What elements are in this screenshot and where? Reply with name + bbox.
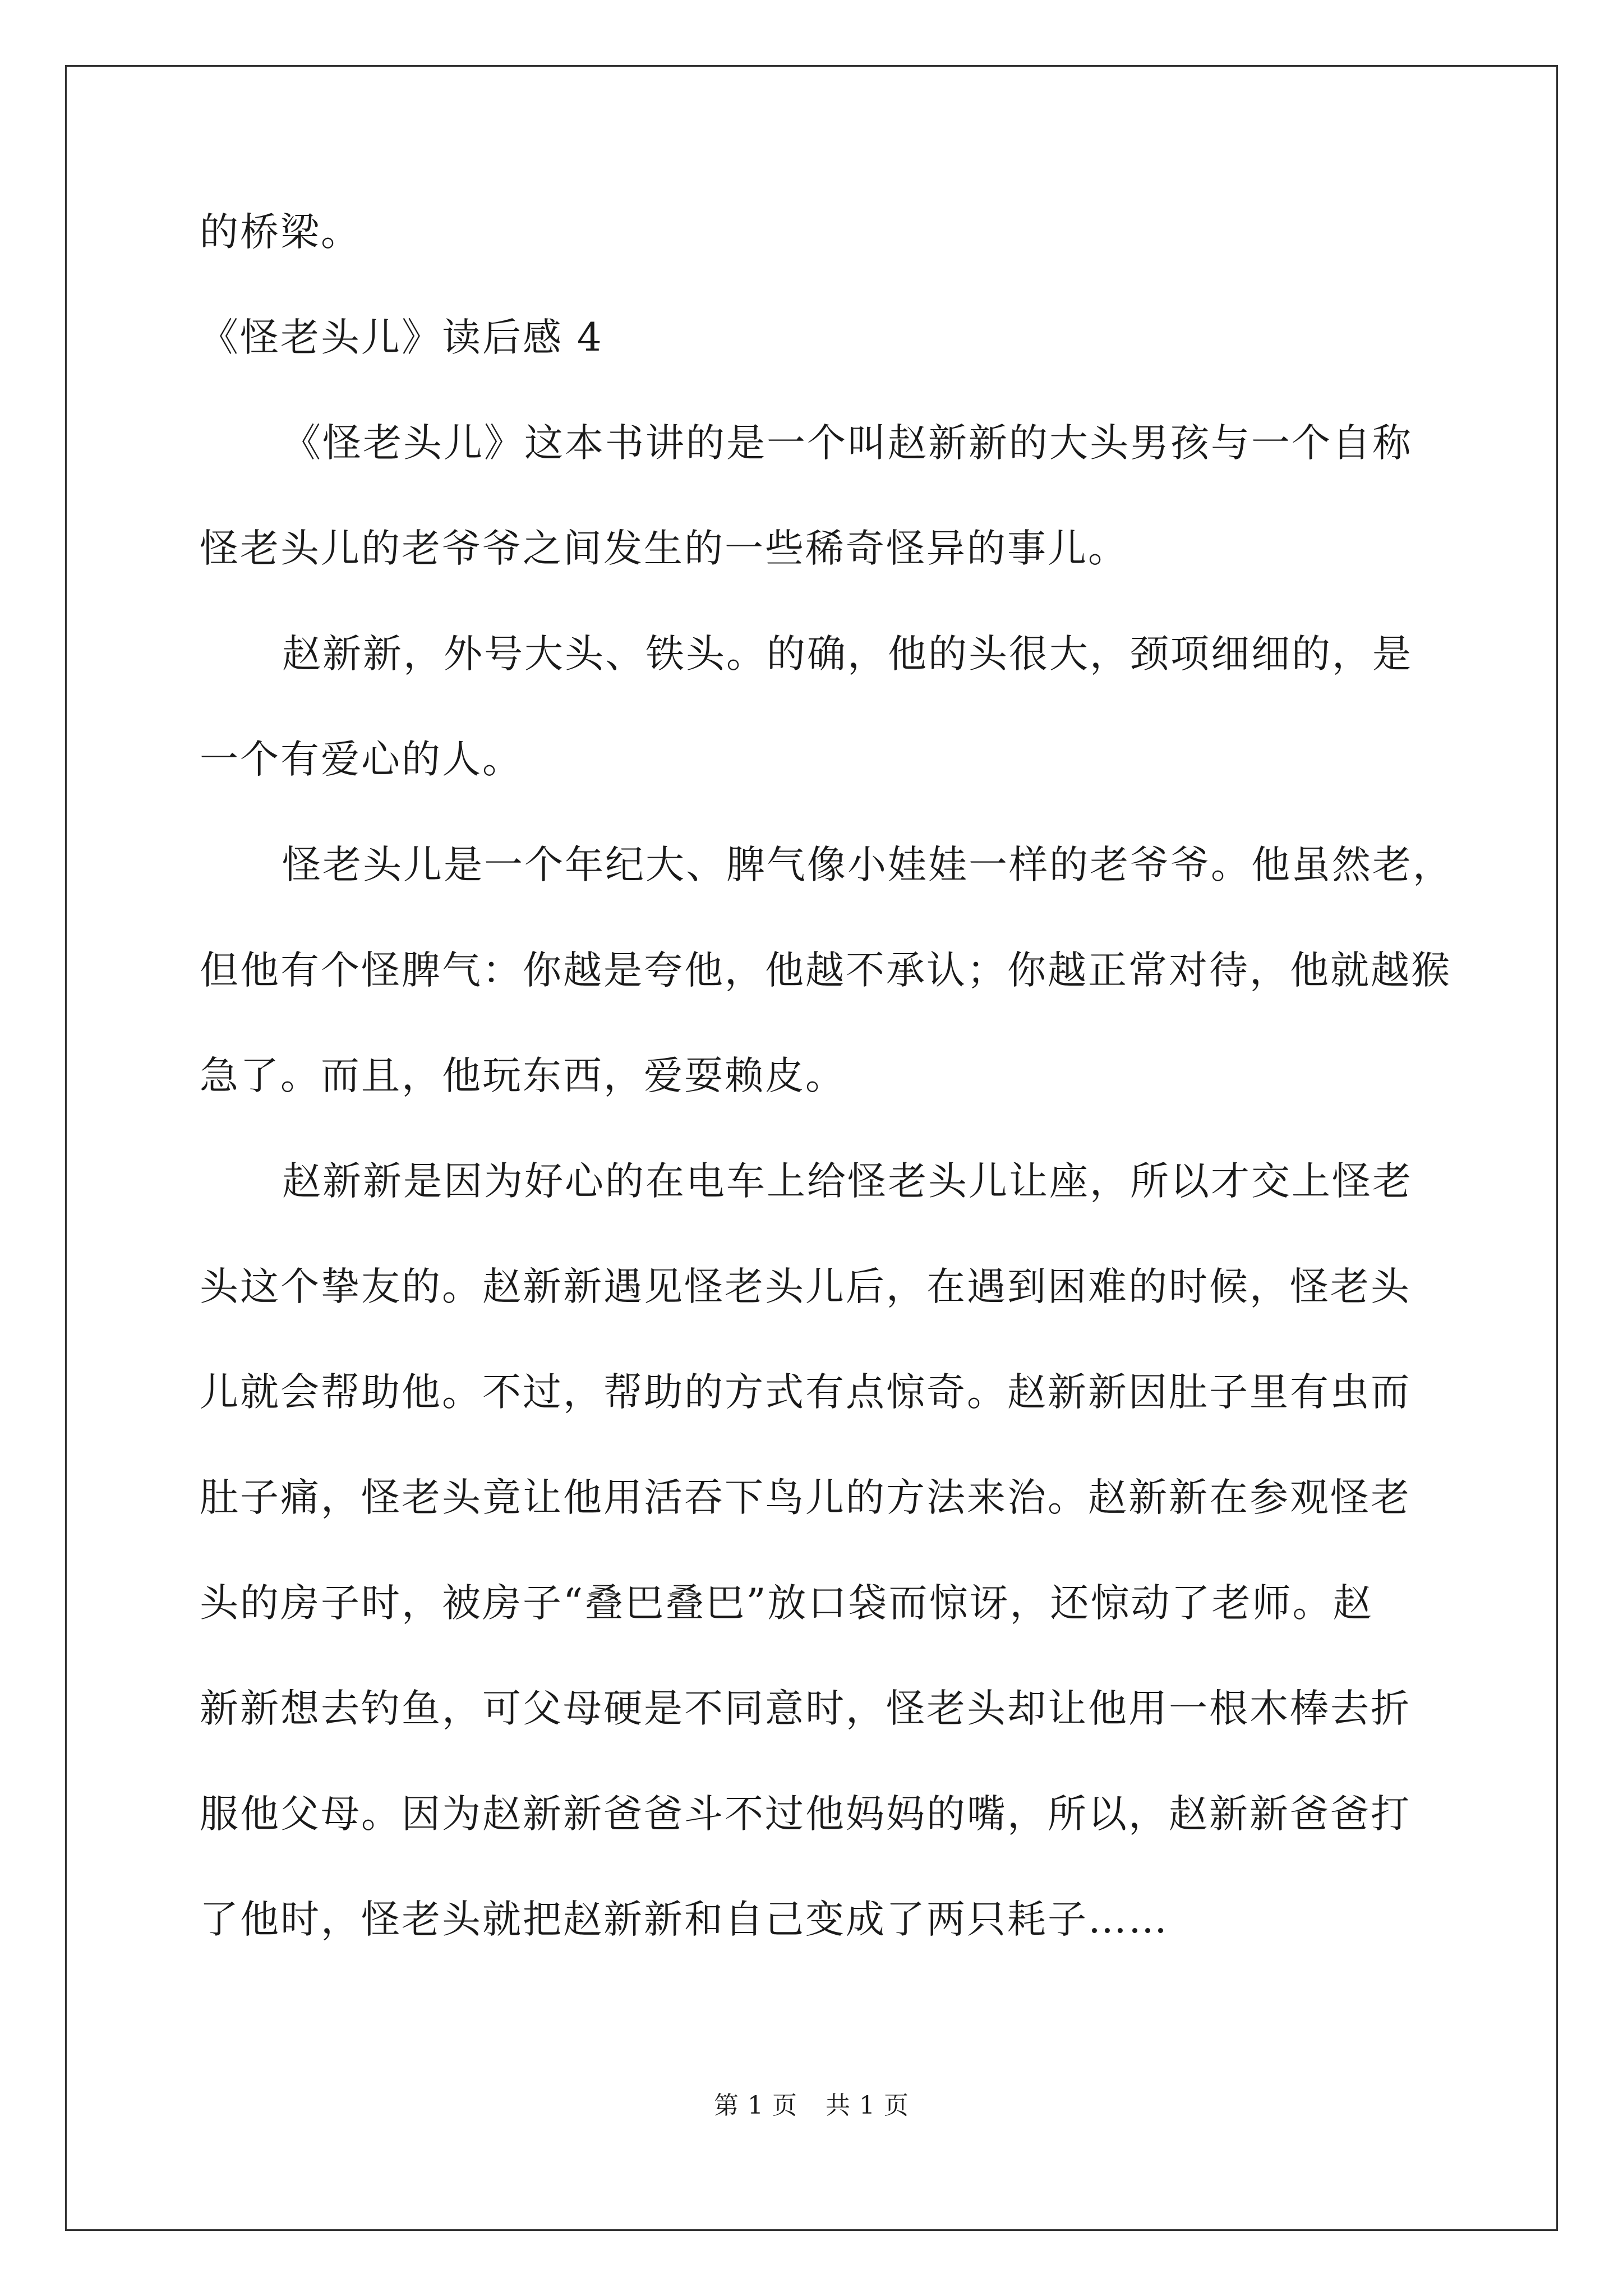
paragraph-line: 赵新新，外号大头、铁头。的确，他的头很大，颈项细细的，是: [282, 632, 1413, 677]
paragraph-line: 服他父母。因为赵新新爸爸斗不过他妈妈的嘴，所以，赵新新爸爸打: [200, 1792, 1411, 1837]
paragraph-line: 头的房子时，被房子“叠巴叠巴”放口袋而惊讶，还惊动了老师。赵: [200, 1581, 1373, 1626]
page-footer: [0, 2093, 1623, 2118]
paragraph-line: 一个有爱心的人。: [200, 737, 523, 782]
body-line: 的桥梁。: [200, 210, 361, 255]
paragraph-line: 头这个挚友的。赵新新遇见怪老头儿后，在遇到困难的时候，怪老头: [200, 1264, 1411, 1309]
section-heading: 《怪老头儿》读后感 4: [200, 315, 603, 360]
paragraph-line: 《怪老头儿》这本书讲的是一个叫赵新新的大头男孩与一个自称: [282, 421, 1413, 466]
paragraph-line: 肚子痛，怪老头竟让他用活吞下鸟儿的方法来治。赵新新在参观怪老: [200, 1475, 1411, 1520]
document-body: [200, 210, 1453, 1942]
paragraph-line: 新新想去钓鱼，可父母硬是不同意时，怪老头却让他用一根木棒去折: [200, 1686, 1411, 1731]
paragraph-line: 但他有个怪脾气：你越是夸他，他越不承认；你越正常对待，他就越猴: [200, 948, 1451, 993]
page-total: 共 1 页: [826, 2091, 909, 2120]
paragraph-line: 怪老头儿的老爷爷之间发生的一些稀奇怪异的事儿。: [200, 526, 1128, 571]
paragraph-line: 了他时，怪老头就把赵新新和自己变成了两只耗子……: [200, 1897, 1169, 1942]
paragraph-line: 儿就会帮助他。不过，帮助的方式有点惊奇。赵新新因肚子里有虫而: [200, 1370, 1411, 1415]
paragraph-line: 怪老头儿是一个年纪大、脾气像小娃娃一样的老爷爷。他虽然老，: [282, 843, 1453, 887]
paragraph-line: 急了。而且，他玩东西，爱耍赖皮。: [200, 1053, 846, 1098]
paragraph-line: 赵新新是因为好心的在电车上给怪老头儿让座，所以才交上怪老: [282, 1159, 1413, 1204]
page-number: 第 1 页: [714, 2091, 797, 2120]
